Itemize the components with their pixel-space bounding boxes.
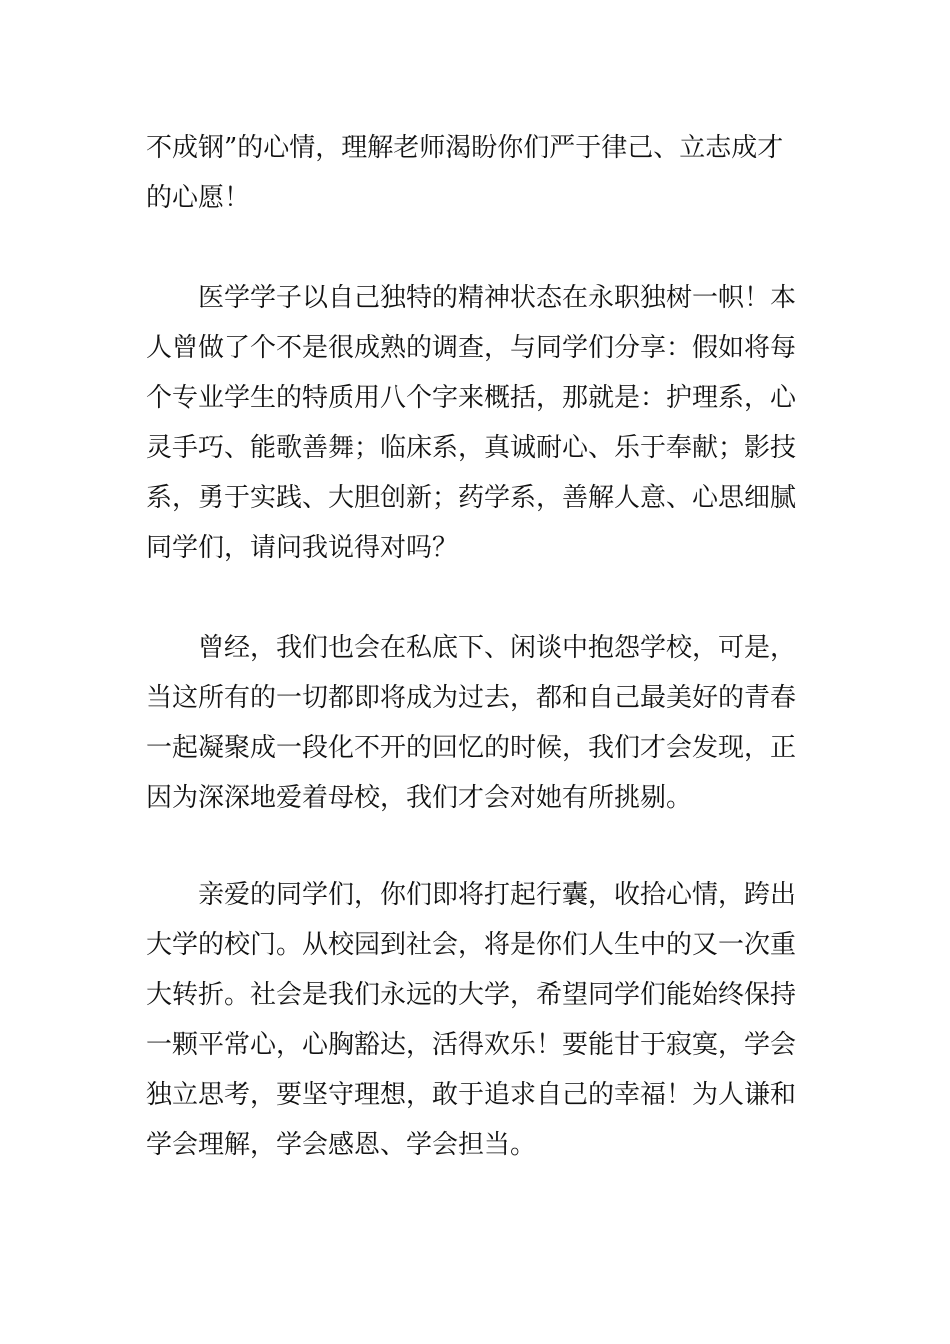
paragraph-4-line-4: 一颗平常心，心胸豁达，活得欢乐！要能甘于寂寞，学会	[146, 1030, 797, 1060]
paragraph-3-line-1: 曾经，我们也会在私底下、闲谈中抱怨学校，可是，	[198, 633, 797, 663]
paragraph-3-line-2: 当这所有的一切都即将成为过去，都和自己最美好的青春	[146, 683, 797, 713]
paragraph-1-line-1: 不成钢”的心情，理解老师渴盼你们严于律己、立志成才	[146, 133, 784, 163]
paragraph-2-line-4: 灵手巧、能歌善舞；临床系，真诚耐心、乐于奉献；影技	[146, 433, 797, 463]
paragraph-3-line-4: 因为深深地爱着母校，我们才会对她有所挑剔。	[146, 783, 693, 813]
paragraph-4-line-3: 大转折。社会是我们永远的大学，希望同学们能始终保持	[146, 980, 797, 1010]
paragraph-4-line-1: 亲爱的同学们，你们即将打起行囊，收拾心情，跨出	[198, 880, 797, 910]
paragraph-2-line-2: 人曾做了个不是很成熟的调查，与同学们分享：假如将每	[146, 333, 797, 363]
paragraph-4-line-5: 独立思考，要坚守理想，敢于追求自己的幸福！为人谦和	[146, 1080, 797, 1110]
paragraph-2-line-5: 系，勇于实践、大胆创新；药学系，善解人意、心思细腻	[146, 483, 797, 513]
paragraph-2-line-1: 医学学子以自己独特的精神状态在永职独树一帜！本	[198, 283, 797, 313]
paragraph-2-line-6: 同学们，请问我说得对吗？	[146, 533, 459, 563]
paragraph-2-line-3: 个专业学生的特质用八个字来概括，那就是：护理系，心	[146, 383, 797, 413]
paragraph-3-line-3: 一起凝聚成一段化不开的回忆的时候，我们才会发现，正	[146, 733, 797, 763]
paragraph-4-line-2: 大学的校门。从校园到社会，将是你们人生中的又一次重	[146, 930, 797, 960]
paragraph-1-line-2: 的心愿！	[146, 183, 251, 213]
paragraph-4-line-6: 学会理解，学会感恩、学会担当。	[146, 1130, 537, 1160]
